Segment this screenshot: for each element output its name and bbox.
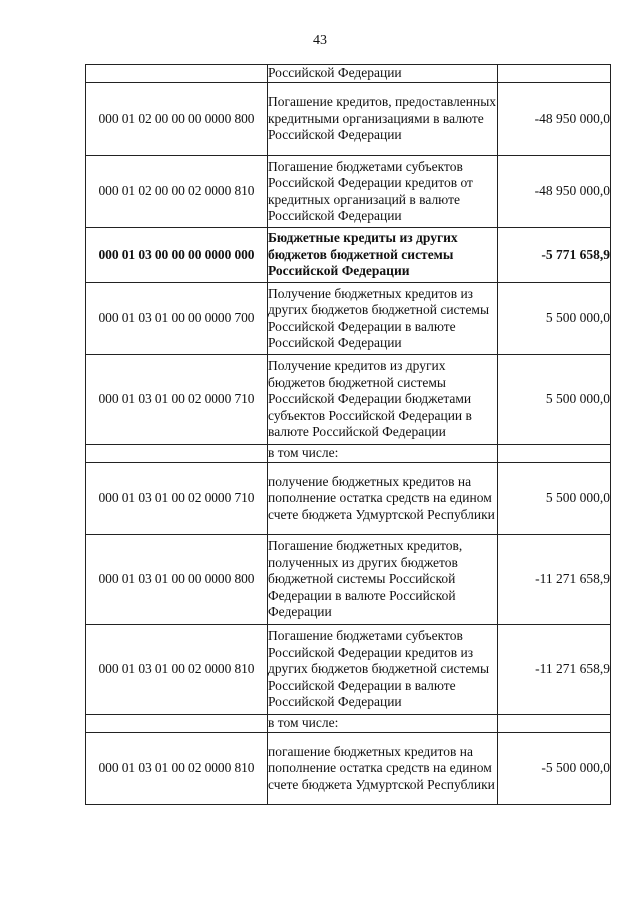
table-row (86, 283, 611, 355)
amount-cell: 5 500 000,0 (498, 283, 611, 355)
table-row (86, 83, 611, 156)
amount-cell: -5 500 000,0 (498, 733, 611, 805)
budget-code-cell (86, 65, 268, 83)
description-cell: в том числе: (268, 715, 498, 733)
table-row-subheading (86, 445, 611, 463)
table-row-subheading (86, 715, 611, 733)
table-row (86, 463, 611, 535)
budget-code-cell: 000 01 03 01 00 00 0000 700 (86, 283, 268, 355)
amount-cell (498, 715, 611, 733)
budget-code-cell: 000 01 03 00 00 00 0000 000 (86, 228, 268, 283)
amount-cell: -11 271 658,9 (498, 625, 611, 715)
description-cell: Получение кредитов из других бюджетов бюджетной системы Российской Федерации бюджетами субъектов Российской Федерации в валюте Российской Федерации (268, 355, 498, 445)
description-cell: Российской Федерации (268, 65, 498, 83)
amount-cell: -11 271 658,9 (498, 535, 611, 625)
table-row (86, 65, 611, 83)
budget-code-cell: 000 01 03 01 00 02 0000 710 (86, 463, 268, 535)
page-number: 43 (313, 33, 327, 48)
table-row (86, 733, 611, 805)
amount-cell: 5 500 000,0 (498, 355, 611, 445)
table-row (86, 156, 611, 228)
description-cell: Получение бюджетных кредитов из других бюджетов бюджетной системы Российской Федерации в валюте Российской Федерации (268, 283, 498, 355)
description-cell: получение бюджетных кредитов на пополнение остатка средств на едином счете бюджета Удмуртской Республики (268, 463, 498, 535)
budget-sources-table (85, 64, 611, 805)
description-cell: в том числе: (268, 445, 498, 463)
budget-code-cell: 000 01 03 01 00 02 0000 810 (86, 733, 268, 805)
description-cell: погашение бюджетных кредитов на пополнение остатка средств на едином счете бюджета Удмуртской Республики (268, 733, 498, 805)
description-cell: Погашение бюджетами субъектов Российской Федерации кредитов из других бюджетов бюджетной системы Российской Федерации в валюте Российской Федерации (268, 625, 498, 715)
budget-code-cell: 000 01 03 01 00 00 0000 800 (86, 535, 268, 625)
table-row-section-total (86, 228, 611, 283)
description-cell: Погашение бюджетных кредитов, полученных из других бюджетов бюджетной системы Российской Федерации в валюте Российской Федерации (268, 535, 498, 625)
amount-cell: -48 950 000,0 (498, 83, 611, 156)
amount-cell: -48 950 000,0 (498, 156, 611, 228)
table-row (86, 625, 611, 715)
budget-code-cell (86, 715, 268, 733)
budget-code-cell: 000 01 03 01 00 02 0000 810 (86, 625, 268, 715)
description-cell: Погашение бюджетами субъектов Российской Федерации кредитов от кредитных организаций в валюте Российской Федерации (268, 156, 498, 228)
table-row (86, 355, 611, 445)
budget-code-cell (86, 445, 268, 463)
table-row (86, 535, 611, 625)
budget-code-cell: 000 01 02 00 00 00 0000 800 (86, 83, 268, 156)
budget-code-cell: 000 01 03 01 00 02 0000 710 (86, 355, 268, 445)
amount-cell: -5 771 658,9 (498, 228, 611, 283)
amount-cell (498, 445, 611, 463)
budget-code-cell: 000 01 02 00 00 02 0000 810 (86, 156, 268, 228)
description-cell: Погашение кредитов, предоставленных кредитными организациями в валюте Российской Федерации (268, 83, 498, 156)
amount-cell (498, 65, 611, 83)
amount-cell: 5 500 000,0 (498, 463, 611, 535)
description-cell: Бюджетные кредиты из других бюджетов бюджетной системы Российской Федерации (268, 228, 498, 283)
